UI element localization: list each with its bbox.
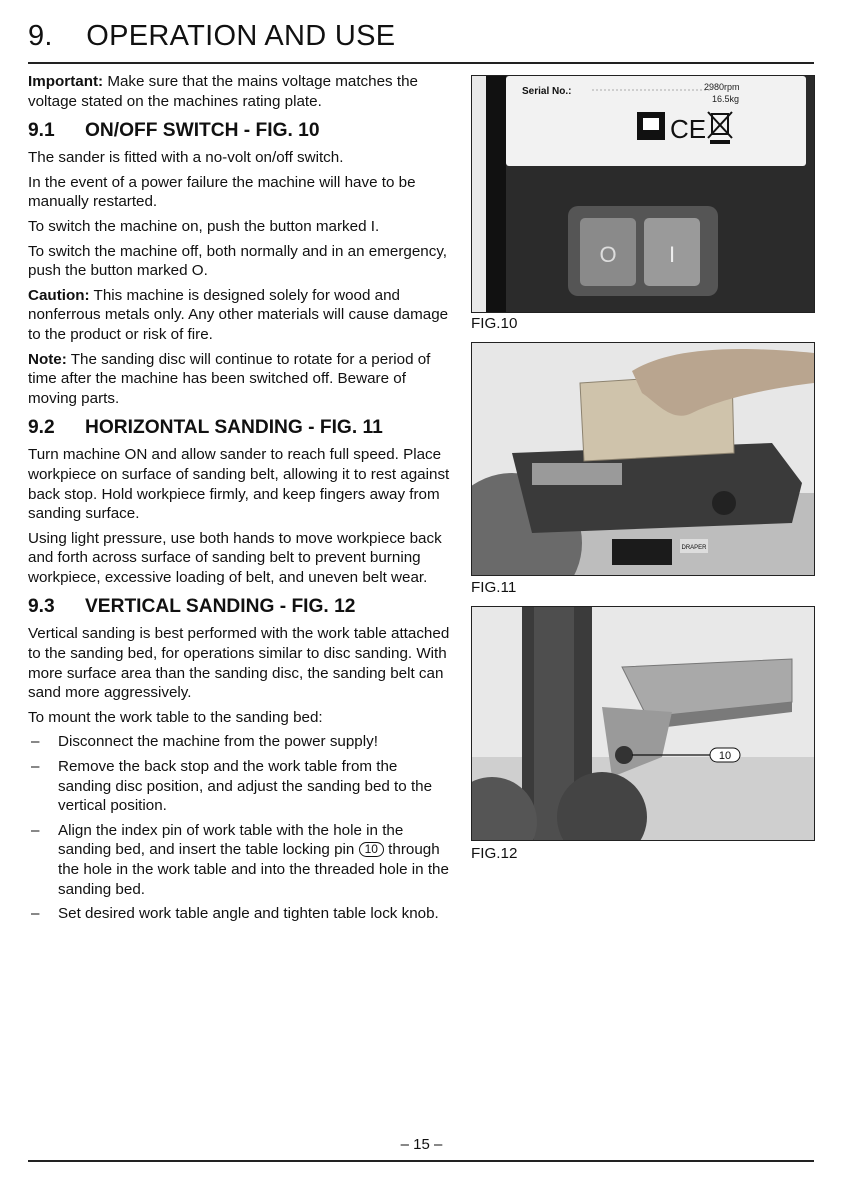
off-button: [580, 218, 636, 286]
dash-bullet: –: [31, 905, 40, 923]
ce-mark-icon: CE: [670, 114, 707, 144]
note-text: The sanding disc will continue to rotate for a period of time after the machine has been switched off. Beware of moving parts.: [28, 350, 431, 407]
brand-label: DRAPER: [681, 545, 707, 551]
list-item: [28, 821, 450, 899]
rpm-text: 2980rpm: [704, 82, 740, 92]
section-number: 9.1: [28, 120, 55, 142]
list-item: [28, 757, 450, 816]
table-lock-knob: [615, 746, 633, 764]
page-title: [28, 20, 395, 53]
on-button-label: I: [668, 242, 676, 267]
serial-label: Serial No.:: [522, 86, 572, 97]
paragraph: In the event of a power failure the machine will have to be manually restarted.: [28, 173, 416, 211]
caution-paragraph: [28, 286, 450, 345]
vertical-sanding-photo: [472, 607, 814, 840]
section-title: VERTICAL SANDING - FIG. 12: [85, 596, 356, 618]
list-item-text: Disconnect the machine from the power supply!: [58, 733, 378, 751]
pin-callout: 10: [359, 842, 384, 857]
dash-bullet: –: [31, 821, 40, 839]
figure-10-caption: FIG.10: [471, 315, 518, 332]
callout-10-text: 10: [718, 750, 732, 762]
figure-12-caption: FIG.12: [471, 845, 518, 862]
intro-paragraph: [28, 72, 450, 111]
important-label: Important:: [28, 73, 104, 90]
figure-12-photo: [471, 606, 815, 841]
horizontal-sanding-photo: [472, 343, 814, 575]
tension-knob: [712, 491, 736, 515]
list-item-text: Remove the back stop and the work table from the sanding disc position, and adjust the sanding bed to the vertical position.: [58, 758, 433, 815]
steps-list: [28, 732, 450, 923]
section-number: 9.2: [28, 417, 55, 439]
caution-text: This machine is designed solely for wood and nonferrous metals only. Any other materials will cause damage to the product or risk of fire.: [28, 286, 449, 343]
section-heading-9-1: [28, 120, 450, 142]
section-title: OPERATION AND USE: [86, 20, 396, 52]
page-number: – 15 –: [400, 1136, 443, 1153]
paragraph: Vertical sanding is best performed with the work table attached to the sanding bed, for operations similar to disc sanding. With more surface area than the sanding disc, the sanding belt can sand more aggressively.: [28, 625, 450, 702]
weight-text: 16.5kg: [712, 94, 740, 104]
paragraph: To switch the machine off, both normally and in an emergency, push the button marked O.: [28, 242, 448, 280]
list-item: [28, 904, 450, 924]
figure-10-photo: [471, 75, 815, 313]
text-column: [28, 72, 450, 929]
section-title: ON/OFF SWITCH - FIG. 10: [85, 120, 320, 142]
off-button-label: O: [599, 242, 617, 267]
section-heading-9-2: [28, 417, 450, 439]
section-title: HORIZONTAL SANDING - FIG. 11: [85, 417, 383, 439]
paragraph: Using light pressure, use both hands to move workpiece back and forth across surface of sanding belt to prevent burning workpiece, excessive loading of belt, and uneven belt wear.: [28, 529, 442, 586]
list-item: [28, 732, 450, 752]
paragraph: To switch the machine on, push the button marked I.: [28, 217, 380, 235]
dash-bullet: –: [31, 758, 40, 776]
figure-11-photo: [471, 342, 815, 576]
section-number: 9.: [28, 20, 53, 52]
switch-photo: [472, 76, 814, 312]
list-item-text: Set desired work table angle and tighten table lock knob.: [58, 905, 439, 923]
note-paragraph: [28, 350, 450, 409]
title-divider: [28, 62, 814, 64]
footer-divider: [28, 1160, 814, 1162]
caution-label: Caution:: [28, 286, 90, 304]
paragraph: Turn machine ON and allow sander to reach full speed. Place workpiece on surface of sanding belt, allowing it to rest against back stop. Hold workpiece firmly, and keep fingers away from sanding surface.: [28, 446, 450, 523]
section-number: 9.3: [28, 596, 55, 618]
section-heading-9-3: [28, 596, 450, 618]
list-item-text: Align the index pin of work table with the hole in the sanding bed, and insert the table locking pin: [58, 821, 404, 859]
paragraph: To mount the work table to the sanding bed:: [28, 708, 323, 726]
paragraph: The sander is fitted with a no-volt on/off switch.: [28, 149, 344, 167]
figure-11-caption: FIG.11: [471, 579, 517, 596]
note-label: Note:: [28, 350, 67, 368]
intro-text: Make sure that the mains voltage matches the voltage stated on the machines rating plate.: [28, 73, 418, 110]
list-item-text: through the hole in the work table and into the threaded hole in the sanding bed.: [58, 841, 449, 898]
dash-bullet: –: [31, 733, 40, 751]
on-button: [644, 218, 700, 286]
